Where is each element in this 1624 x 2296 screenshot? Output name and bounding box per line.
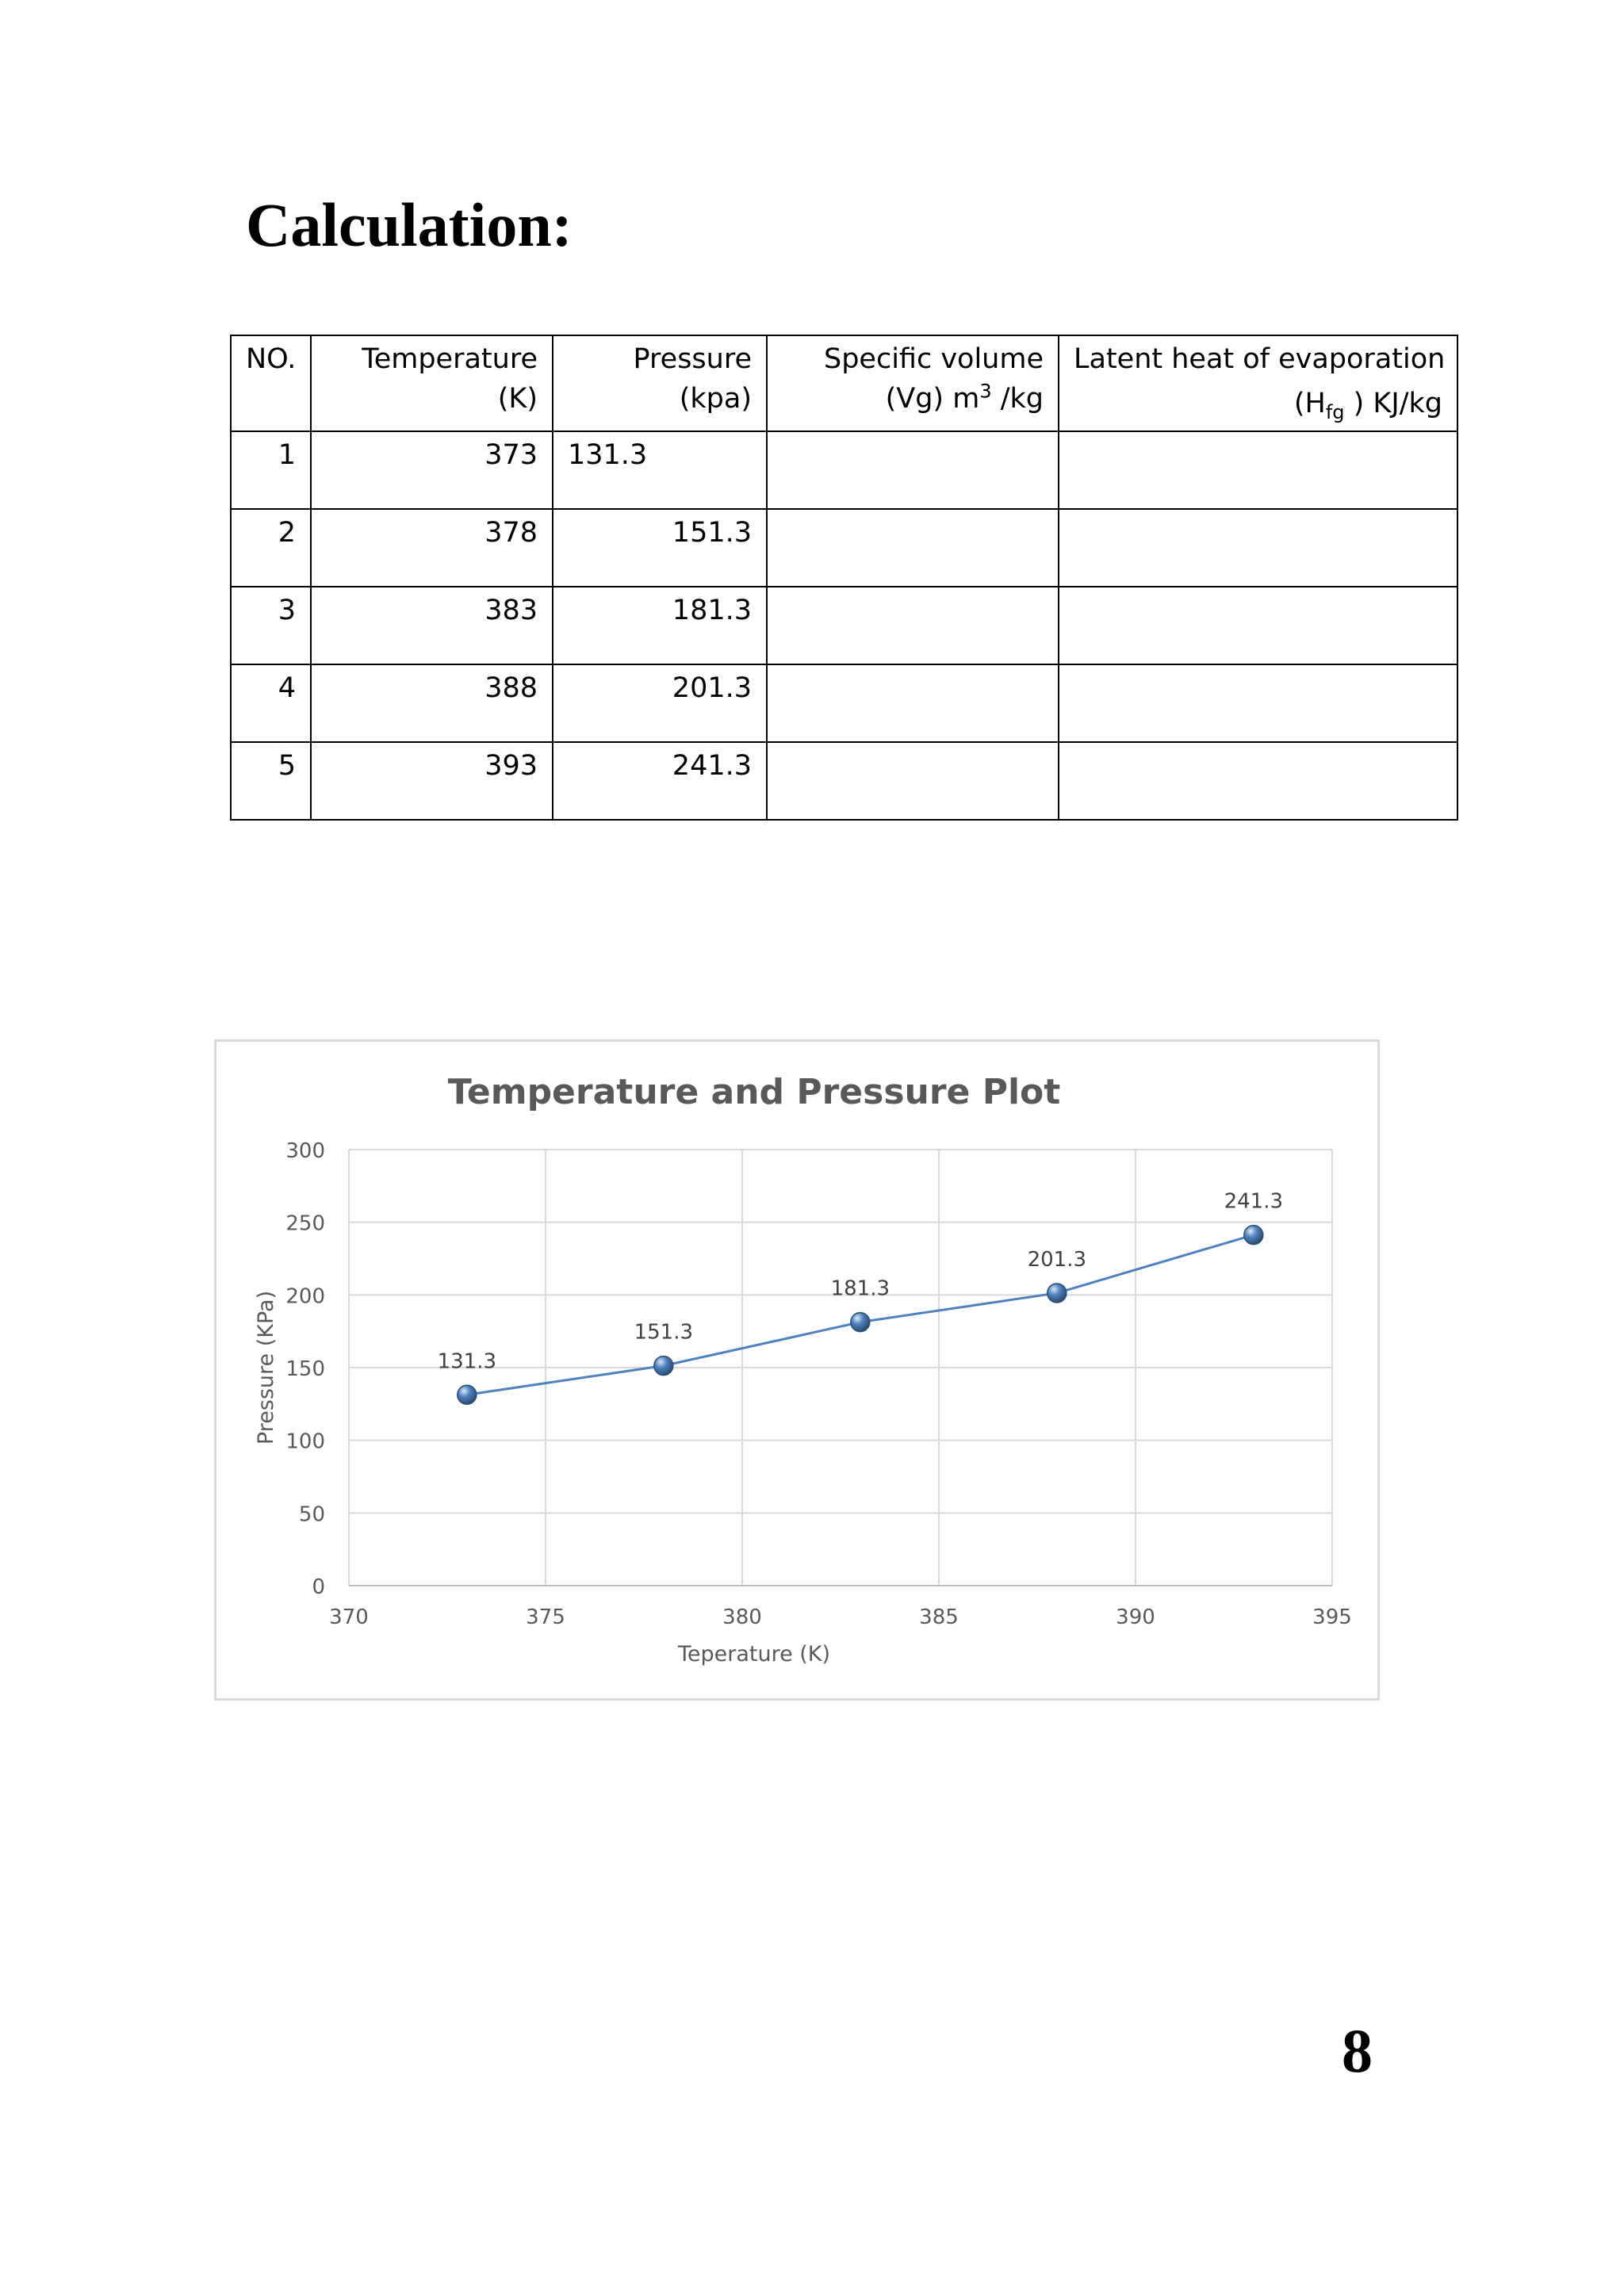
header-no: NO.: [231, 335, 311, 431]
data-label: 131.3: [437, 1349, 497, 1374]
table-row: [231, 742, 1457, 820]
header-specific-volume: Specific volume (Vg) $m^3$ /kg: [767, 335, 1059, 431]
data-point: [851, 1313, 870, 1332]
cell-latent-heat: [1059, 742, 1457, 820]
table-row: [231, 664, 1457, 742]
data-point: [1244, 1226, 1263, 1245]
cell-specific-volume: [767, 587, 1059, 664]
y-tick-label: 0: [312, 1575, 325, 1599]
cell-temperature: 378: [311, 509, 553, 587]
x-tick-label: 385: [919, 1605, 959, 1629]
header-temperature: Temperature (K): [311, 335, 553, 431]
cell-specific-volume: [767, 664, 1059, 742]
data-label: 201.3: [1027, 1247, 1087, 1272]
x-axis-title: Teperature (K): [677, 1642, 831, 1667]
cell-no: 2: [231, 509, 311, 587]
cell-latent-heat: [1059, 664, 1457, 742]
data-point: [654, 1357, 673, 1376]
cell-pressure: 201.3: [553, 664, 767, 742]
cell-no: 1: [231, 431, 311, 509]
cell-pressure: 131.3: [553, 431, 767, 509]
x-tick-label: 380: [722, 1605, 762, 1629]
data-label: 181.3: [830, 1276, 891, 1301]
cell-latent-heat: [1059, 509, 1457, 587]
cell-no: 3: [231, 587, 311, 664]
data-point: [458, 1385, 477, 1404]
page-heading: Calculation:: [246, 190, 573, 259]
table-row: [231, 509, 1457, 587]
data-point: [1048, 1284, 1067, 1303]
header-pressure: Pressure (kpa): [553, 335, 767, 431]
data-label: 151.3: [634, 1320, 694, 1345]
cell-no: 4: [231, 664, 311, 742]
cell-specific-volume: [767, 431, 1059, 509]
x-tick-label: 370: [329, 1605, 369, 1629]
cell-no: 5: [231, 742, 311, 820]
cell-specific-volume: [767, 742, 1059, 820]
calculation-table: [230, 335, 1458, 821]
data-label: 241.3: [1224, 1189, 1284, 1214]
y-tick-label: 50: [298, 1502, 325, 1527]
y-tick-label: 300: [285, 1139, 325, 1163]
table-header-row: [231, 335, 1457, 431]
x-tick-label: 390: [1116, 1605, 1155, 1629]
cell-latent-heat: [1059, 431, 1457, 509]
line-chart: [216, 1042, 1377, 1698]
y-tick-label: 250: [285, 1211, 325, 1236]
cell-specific-volume: [767, 509, 1059, 587]
x-tick-label: 375: [526, 1605, 565, 1629]
y-tick-label: 100: [285, 1429, 325, 1454]
cell-temperature: 383: [311, 587, 553, 664]
page-number: 8: [1342, 2016, 1373, 2085]
chart-title: Temperature and Pressure Plot: [447, 1072, 1061, 1112]
table-row: [231, 431, 1457, 509]
cell-pressure: 241.3: [553, 742, 767, 820]
y-axis-title: Pressure (KPa): [254, 1290, 278, 1445]
header-latent-heat: Latent heat of evaporation ($H_{fg}$ ) KJ/kg: [1059, 335, 1457, 431]
table-row: [231, 587, 1457, 664]
y-tick-label: 150: [285, 1357, 325, 1381]
cell-temperature: 373: [311, 431, 553, 509]
cell-pressure: 151.3: [553, 509, 767, 587]
y-tick-label: 200: [285, 1284, 325, 1309]
chart-container: [214, 1039, 1380, 1701]
cell-temperature: 393: [311, 742, 553, 820]
x-tick-label: 395: [1312, 1605, 1352, 1629]
cell-pressure: 181.3: [553, 587, 767, 664]
cell-latent-heat: [1059, 587, 1457, 664]
cell-temperature: 388: [311, 664, 553, 742]
